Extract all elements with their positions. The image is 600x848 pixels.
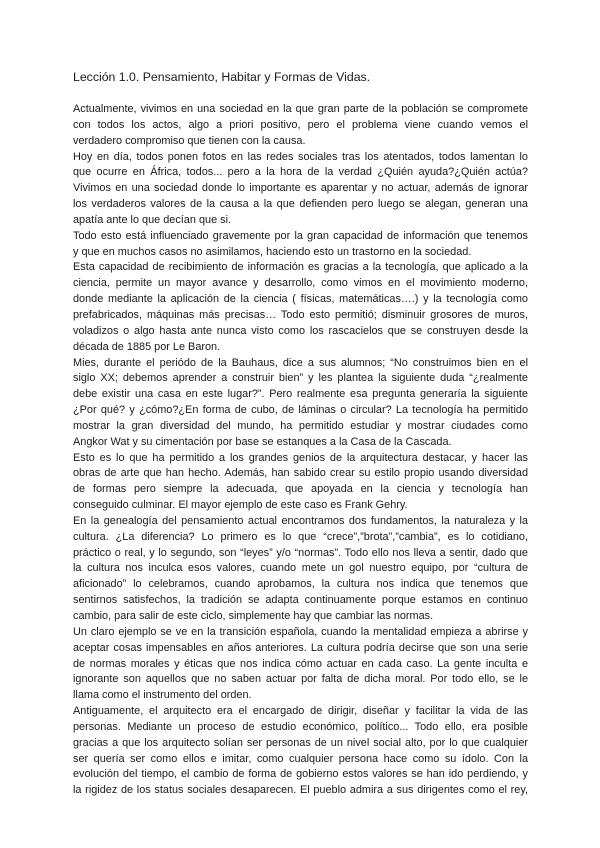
text-line: debe existir una casa en este lugar?”. Pero realmente esa pregunta generaría la siguiente [73,388,528,401]
text-line: aficionado” lo celebramos, cuando aprobamos, la cultura nos indica que tenemos que [73,578,528,591]
paragraph [73,260,528,355]
text-line: voladizos o algo hasta ante nunca visto como los rascacielos que se construyen desde la [73,324,528,337]
text-line: prefabricados, máquinas más precisas… Todo esto permitió; disminuir grosores de muros, [73,308,528,321]
text-line: llama como el instrumento del orden. [73,689,252,702]
text-line: Hoy en día, todos ponen fotos en las redes sociales tras los atentados, todos lamentan lo [73,150,528,163]
text-line: personas. Mediante un proceso de estudio económico, político... Todo ello, era posible [73,720,528,733]
text-line: Angkor Wat y su cimentación por base se estanques a la Casa de la Cascada. [73,435,452,448]
text-line: evolución del tiempo, el cambio de forma de gobierno estos valores se han ido perdiendo, y [73,768,528,781]
text-line: En la genealogía del pensamiento actual encontramos dos fundamentos, la naturaleza y la [73,514,528,527]
paragraph [73,514,528,625]
text-line: mostrar la gran diversidad del mundo, ha permitido estudiar y mostrar ciudades como [73,419,528,432]
text-line: Actualmente, vivimos en una sociedad en la que gran parte de la población se compromete [73,103,528,115]
paragraph [73,102,528,150]
text-line: y que en muchos casos no asimilamos, haciendo esto un trastorno en la sociedad. [73,245,472,258]
text-line: la rigidez de los status sociales desaparecen. El pueblo admira a sus dirigentes como el rey, [73,784,528,797]
text-line: de normas morales y éticas que nos indica cómo actuar en cada caso. La gente inculta e [73,657,528,670]
text-line: que ocurre en África, todos... pero a la hora de la verdad ¿Quién ayuda?¿Quién actúa? [73,166,528,179]
text-line: conseguido culminar. El mayor ejemplo de este caso es Frank Gehry. [73,499,408,512]
paragraph [73,451,528,514]
text-line: con todos los actos, algo a priori positivo, pero el problema viene cuando vemos el [73,118,528,131]
text-line: ser quería ser como ellos e imitar, como cualquier persona hace como su ídolo. Con la [73,752,528,765]
text-line: cambio, para salir de este ciclo, simplemente hay que cambiar las normas. [73,610,434,622]
text-line: práctico o real, y lo segundo, son “leyes” y/o “normas”. Todo ello nos lleva a sentir, dado que [73,546,528,559]
text-line: Vivimos en una sociedad donde lo importante es aparentar y no actuar, además de ignorar [73,182,528,195]
text-line: ciencia, permite un mayor avance y desarrollo, como vimos en el movimiento moderno, [73,277,528,290]
text-line: donde mediante la aplicación de la ciencia ( físicas, matemáticas….) y la tecnología como [73,293,528,306]
text-line: de formas pero siempre la adecuada, que apoyada en la ciencia y tecnología han [73,483,528,496]
text-line: Antiguamente, el arquitecto era el encargado de dirigir, diseñar y facilitar la vida de las [73,705,528,718]
text-line: aceptar cosas impensables en años anteriores. La cultura podría decirse que son una serie [73,641,528,654]
text-line: Todo esto está influenciado gravemente por la gran capacidad de información que tenemos [73,229,528,242]
lesson-title: Lección 1.0. Pensamiento, Habitar y Formas de Vidas. [73,70,371,84]
paragraph [73,704,528,799]
text-line: Esta capacidad de recibimiento de información es gracias a la tecnología, que aplicado a la [73,261,528,274]
text-line: apatía ante lo que decían que si. [73,213,232,226]
paragraph [73,229,528,261]
paragraph [73,625,528,704]
text-line: ¿Por qué? y ¿cómo?¿En forma de cubo, de láminas o circular? La tecnología ha permitido [73,404,528,417]
paragraph [73,150,528,229]
document-body [73,102,528,799]
text-line: gracias a que los arquitecto solían ser personas de un nivel social alto, por lo que cualquier [73,736,528,749]
text-line: la cultura nos inculca esos valores, cuando mete un gol nuestro equipo, por “cultura de [73,562,528,575]
text-line: sentirnos satisfechos, la tradición se adapta continuamente porque estamos en continuo [73,594,528,607]
text-line: Un claro ejemplo se ve en la transición española, cuando la mentalidad empieza a abrirse y [73,625,528,638]
text-line: cultura. ¿La diferencia? Lo primero es lo que “crece”,”brota”,”cambia”, es lo cotidiano, [73,530,528,543]
text-line: verdadero compromiso que tienen con la causa. [73,134,306,147]
text-line: siglo XX; debemos aprender a construir bien” y les plantea la siguiente duda “¿realmente [73,372,528,385]
text-line: ignorante son aquellos que no saben actuar por falta de dicha moral. Por todo ello, se le [73,673,528,686]
paragraph [73,356,528,451]
text-line: Esto es lo que ha permitido a los grandes genios de la arquitectura destacar, y hacer las [73,451,528,464]
text-line: Mies, durante el periódo de la Bauhaus, dice a sus alumnos; “No construimos bien en el [73,356,528,369]
text-line: obras de arte que han hecho. Además, han sabido crear su estilo propio usando diversidad [73,467,528,480]
text-line: los verdaderos valores de la causa a la que defienden pero luego se alegan, generan una [73,198,528,211]
text-line: década de 1885 por Le Baron. [73,340,221,353]
